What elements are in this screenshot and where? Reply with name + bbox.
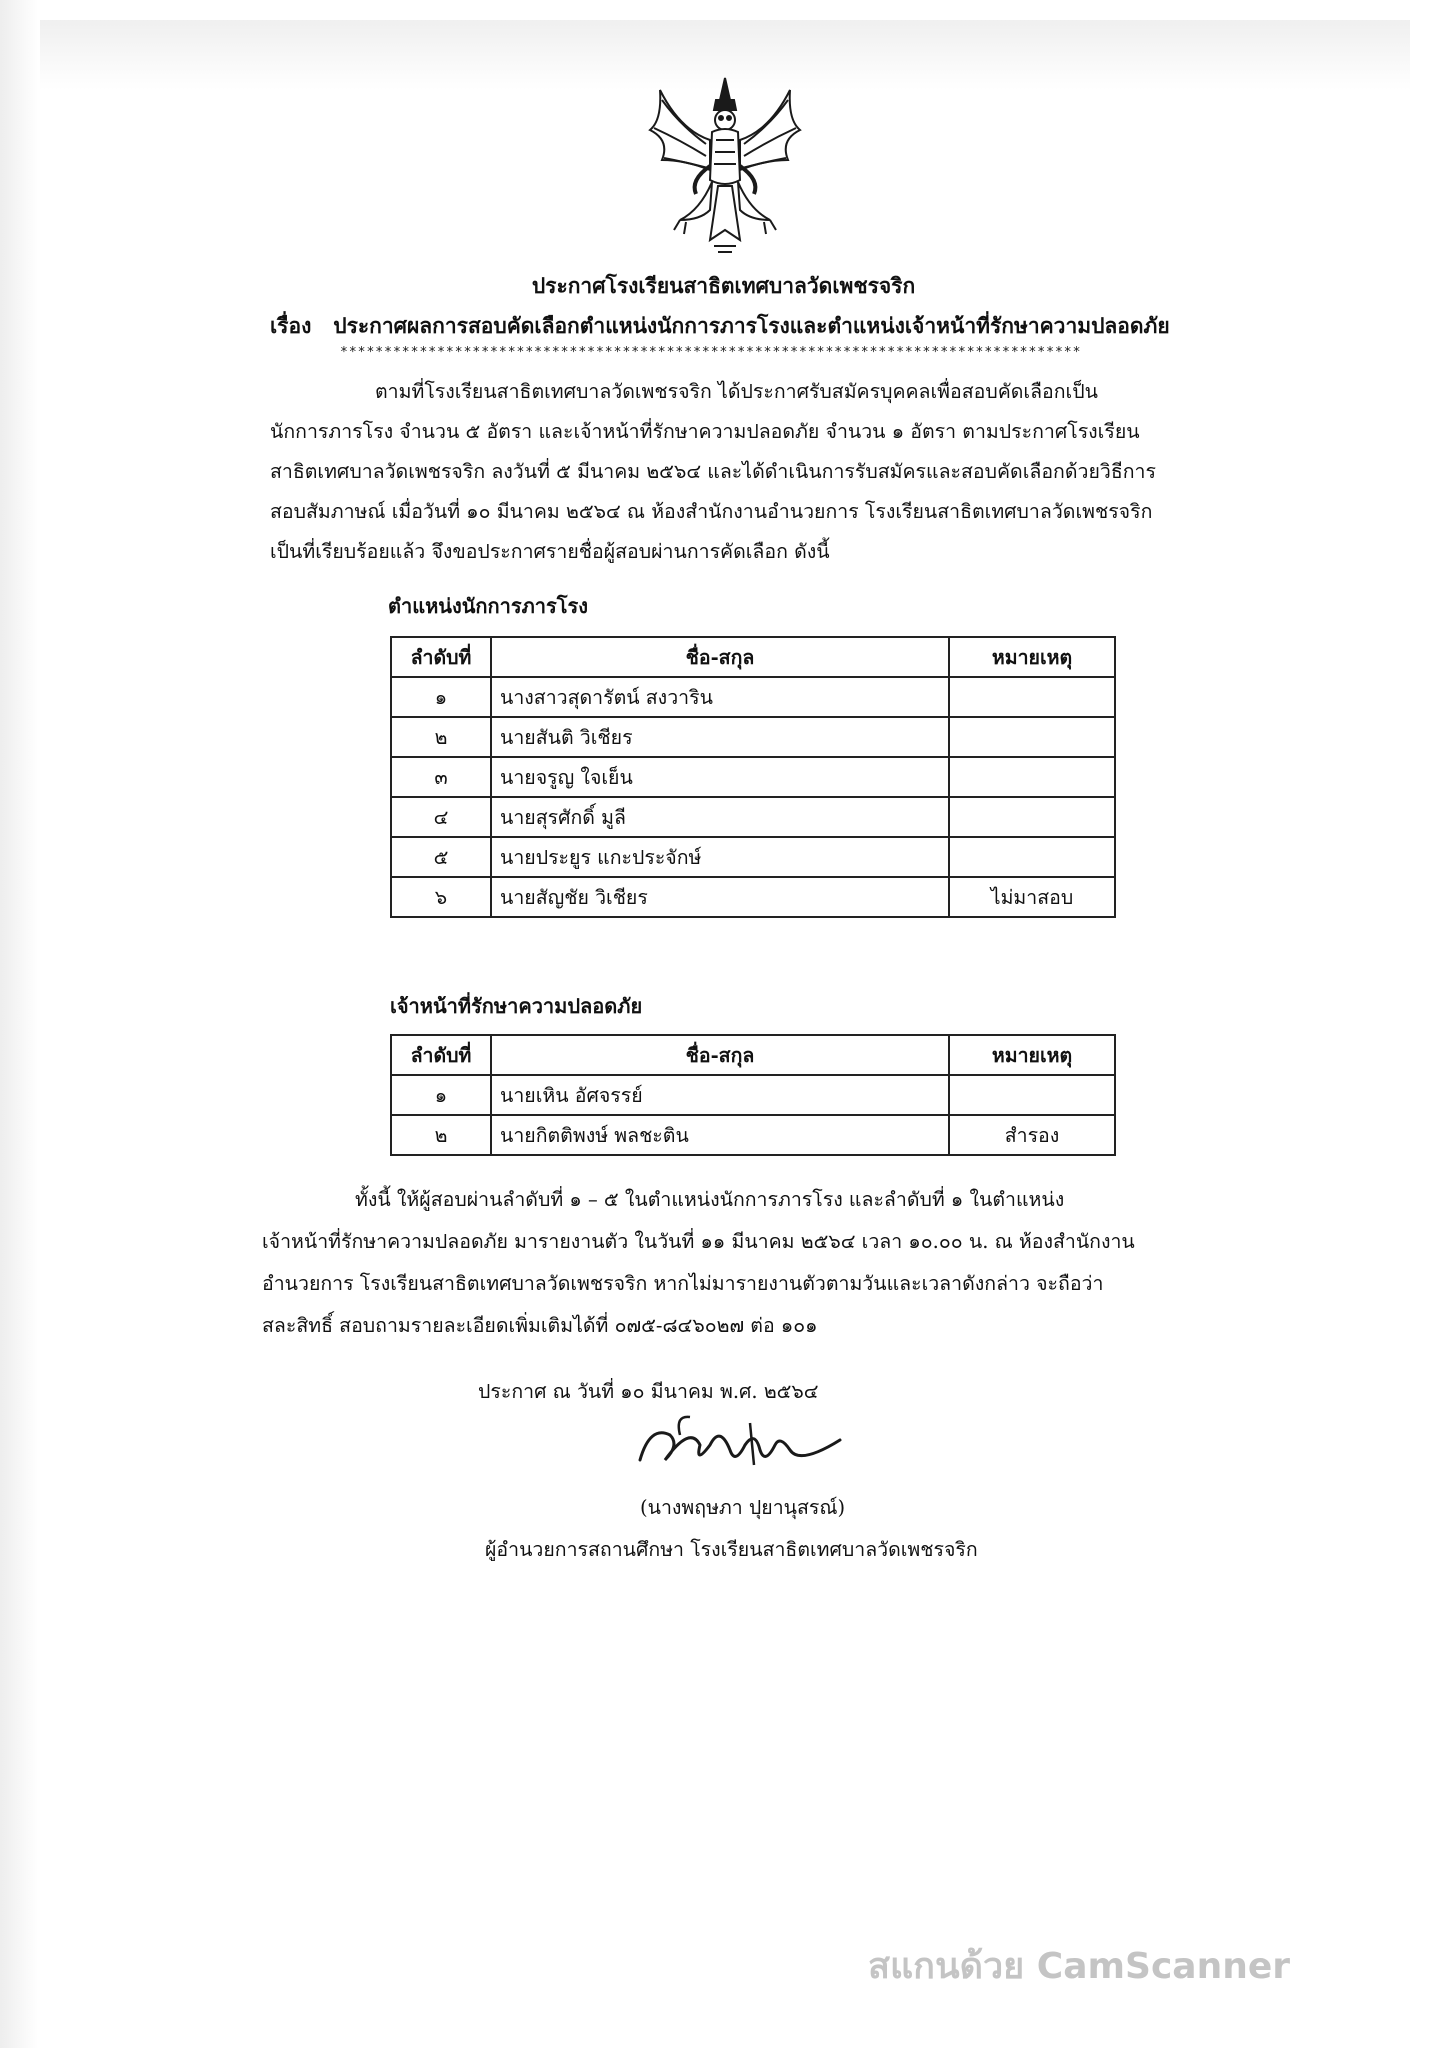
row-no: ๑: [391, 1075, 491, 1115]
scan-shadow-left: [0, 0, 38, 2048]
row-note: [949, 837, 1115, 877]
row-note: สำรอง: [949, 1115, 1115, 1155]
row-note: [949, 717, 1115, 757]
row-name: นายสุรศักดิ์ มูลี: [491, 797, 949, 837]
subject-label: เรื่อง: [270, 313, 312, 338]
row-name: นายสันติ วิเชียร: [491, 717, 949, 757]
row-name: นางสาวสุดารัตน์ สงวาริน: [491, 677, 949, 717]
table-row: [391, 797, 1115, 837]
row-no: ๒: [391, 1115, 491, 1155]
subject-text: ประกาศผลการสอบคัดเลือกตำแหน่งนักการภารโรงและตำแหน่งเจ้าหน้าที่รักษาความปลอดภัย: [333, 313, 1170, 338]
column-header-name: ชื่อ-สกุล: [491, 1035, 949, 1075]
row-no: ๓: [391, 757, 491, 797]
row-note: [949, 757, 1115, 797]
intro-line-4: สอบสัมภาษณ์ เมื่อวันที่ ๑๐ มีนาคม ๒๕๖๔ ณ ห้องสำนักงานอำนวยการ โรงเรียนสาธิตเทศบาลวัดเพชรจริก: [270, 500, 1153, 523]
intro-line-3: สาธิตเทศบาลวัดเพชรจริก ลงวันที่ ๕ มีนาคม ๒๕๖๔ และได้ดำเนินการรับสมัครและสอบคัดเลือกด้วยวิธีการ: [270, 460, 1156, 483]
column-header-no: ลำดับที่: [391, 1035, 491, 1075]
intro-line-1: ตามที่โรงเรียนสาธิตเทศบาลวัดเพชรจริก ได้ประกาศรับสมัครบุคคลเพื่อสอบคัดเลือกเป็น: [375, 380, 1098, 403]
janitor-section-title: ตำแหน่งนักการภารโรง: [388, 594, 588, 618]
column-header-name: ชื่อ-สกุล: [491, 637, 949, 677]
table-row: [391, 877, 1115, 917]
table-row: [391, 717, 1115, 757]
table-row: [391, 837, 1115, 877]
subject-line: [270, 310, 1170, 343]
table-row: [391, 1075, 1115, 1115]
row-no: ๔: [391, 797, 491, 837]
intro-line-5: เป็นที่เรียบร้อยแล้ว จึงขอประกาศรายชื่อผู้สอบผ่านการคัดเลือก ดังนี้: [270, 540, 830, 563]
row-note: [949, 1075, 1115, 1115]
janitor-table: [390, 636, 1116, 918]
separator-line: ************************************************************************************: [340, 345, 1082, 359]
closing-line-4: สละสิทธิ์ สอบถามรายละเอียดเพิ่มเติมได้ที่ ๐๗๕-๘๔๖๐๒๗ ต่อ ๑๐๑: [262, 1314, 818, 1337]
row-name: นายสัญชัย วิเชียร: [491, 877, 949, 917]
table-row: [391, 757, 1115, 797]
table-header-row: [391, 1035, 1115, 1075]
document-title: ประกาศโรงเรียนสาธิตเทศบาลวัดเพชรจริก: [531, 273, 916, 298]
signer-position: ผู้อำนวยการสถานศึกษา โรงเรียนสาธิตเทศบาลวัดเพชรจริก: [485, 1538, 978, 1561]
row-name: นายกิตติพงษ์ พลชะติน: [491, 1115, 949, 1155]
column-header-no: ลำดับที่: [391, 637, 491, 677]
row-name: นายจรูญ ใจเย็น: [491, 757, 949, 797]
row-no: ๕: [391, 837, 491, 877]
signer-name: (นางพฤษภา ปุยานุสรณ์): [640, 1496, 846, 1519]
closing-line-3: อำนวยการ โรงเรียนสาธิตเทศบาลวัดเพชรจริก หากไม่มารายงานตัวตามวันและเวลาดังกล่าว จะถือว่า: [262, 1272, 1104, 1295]
table-header-row: [391, 637, 1115, 677]
row-no: ๖: [391, 877, 491, 917]
row-note: ไม่มาสอบ: [949, 877, 1115, 917]
handwritten-signature: [630, 1405, 850, 1485]
intro-line-2: นักการภารโรง จำนวน ๕ อัตรา และเจ้าหน้าที่รักษาความปลอดภัย จำนวน ๑ อัตรา ตามประกาศโรงเรียน: [270, 420, 1140, 443]
row-note: [949, 677, 1115, 717]
row-no: ๒: [391, 717, 491, 757]
row-name: นายเหิน อัศจรรย์: [491, 1075, 949, 1115]
closing-line-2: เจ้าหน้าที่รักษาความปลอดภัย มารายงานตัว ในวันที่ ๑๑ มีนาคม ๒๕๖๔ เวลา ๑๐.๐๐ น. ณ ห้องสำนักงาน: [262, 1230, 1135, 1253]
table-row: [391, 677, 1115, 717]
announcement-date: ประกาศ ณ วันที่ ๑๐ มีนาคม พ.ศ. ๒๕๖๔: [478, 1380, 819, 1403]
closing-line-1: ทั้งนี้ ให้ผู้สอบผ่านลำดับที่ ๑ – ๕ ในตำแหน่งนักการภารโรง และลำดับที่ ๑ ในตำแหน่ง: [355, 1188, 1065, 1211]
row-name: นายประยูร แกะประจักษ์: [491, 837, 949, 877]
row-no: ๑: [391, 677, 491, 717]
garuda-emblem-icon: [640, 70, 810, 260]
row-note: [949, 797, 1115, 837]
security-table: [390, 1034, 1116, 1156]
camscanner-watermark: สแกนด้วย CamScanner: [868, 1946, 1291, 1987]
security-section-title: เจ้าหน้าที่รักษาความปลอดภัย: [390, 994, 643, 1018]
column-header-note: หมายเหตุ: [949, 637, 1115, 677]
table-row: [391, 1115, 1115, 1155]
column-header-note: หมายเหตุ: [949, 1035, 1115, 1075]
